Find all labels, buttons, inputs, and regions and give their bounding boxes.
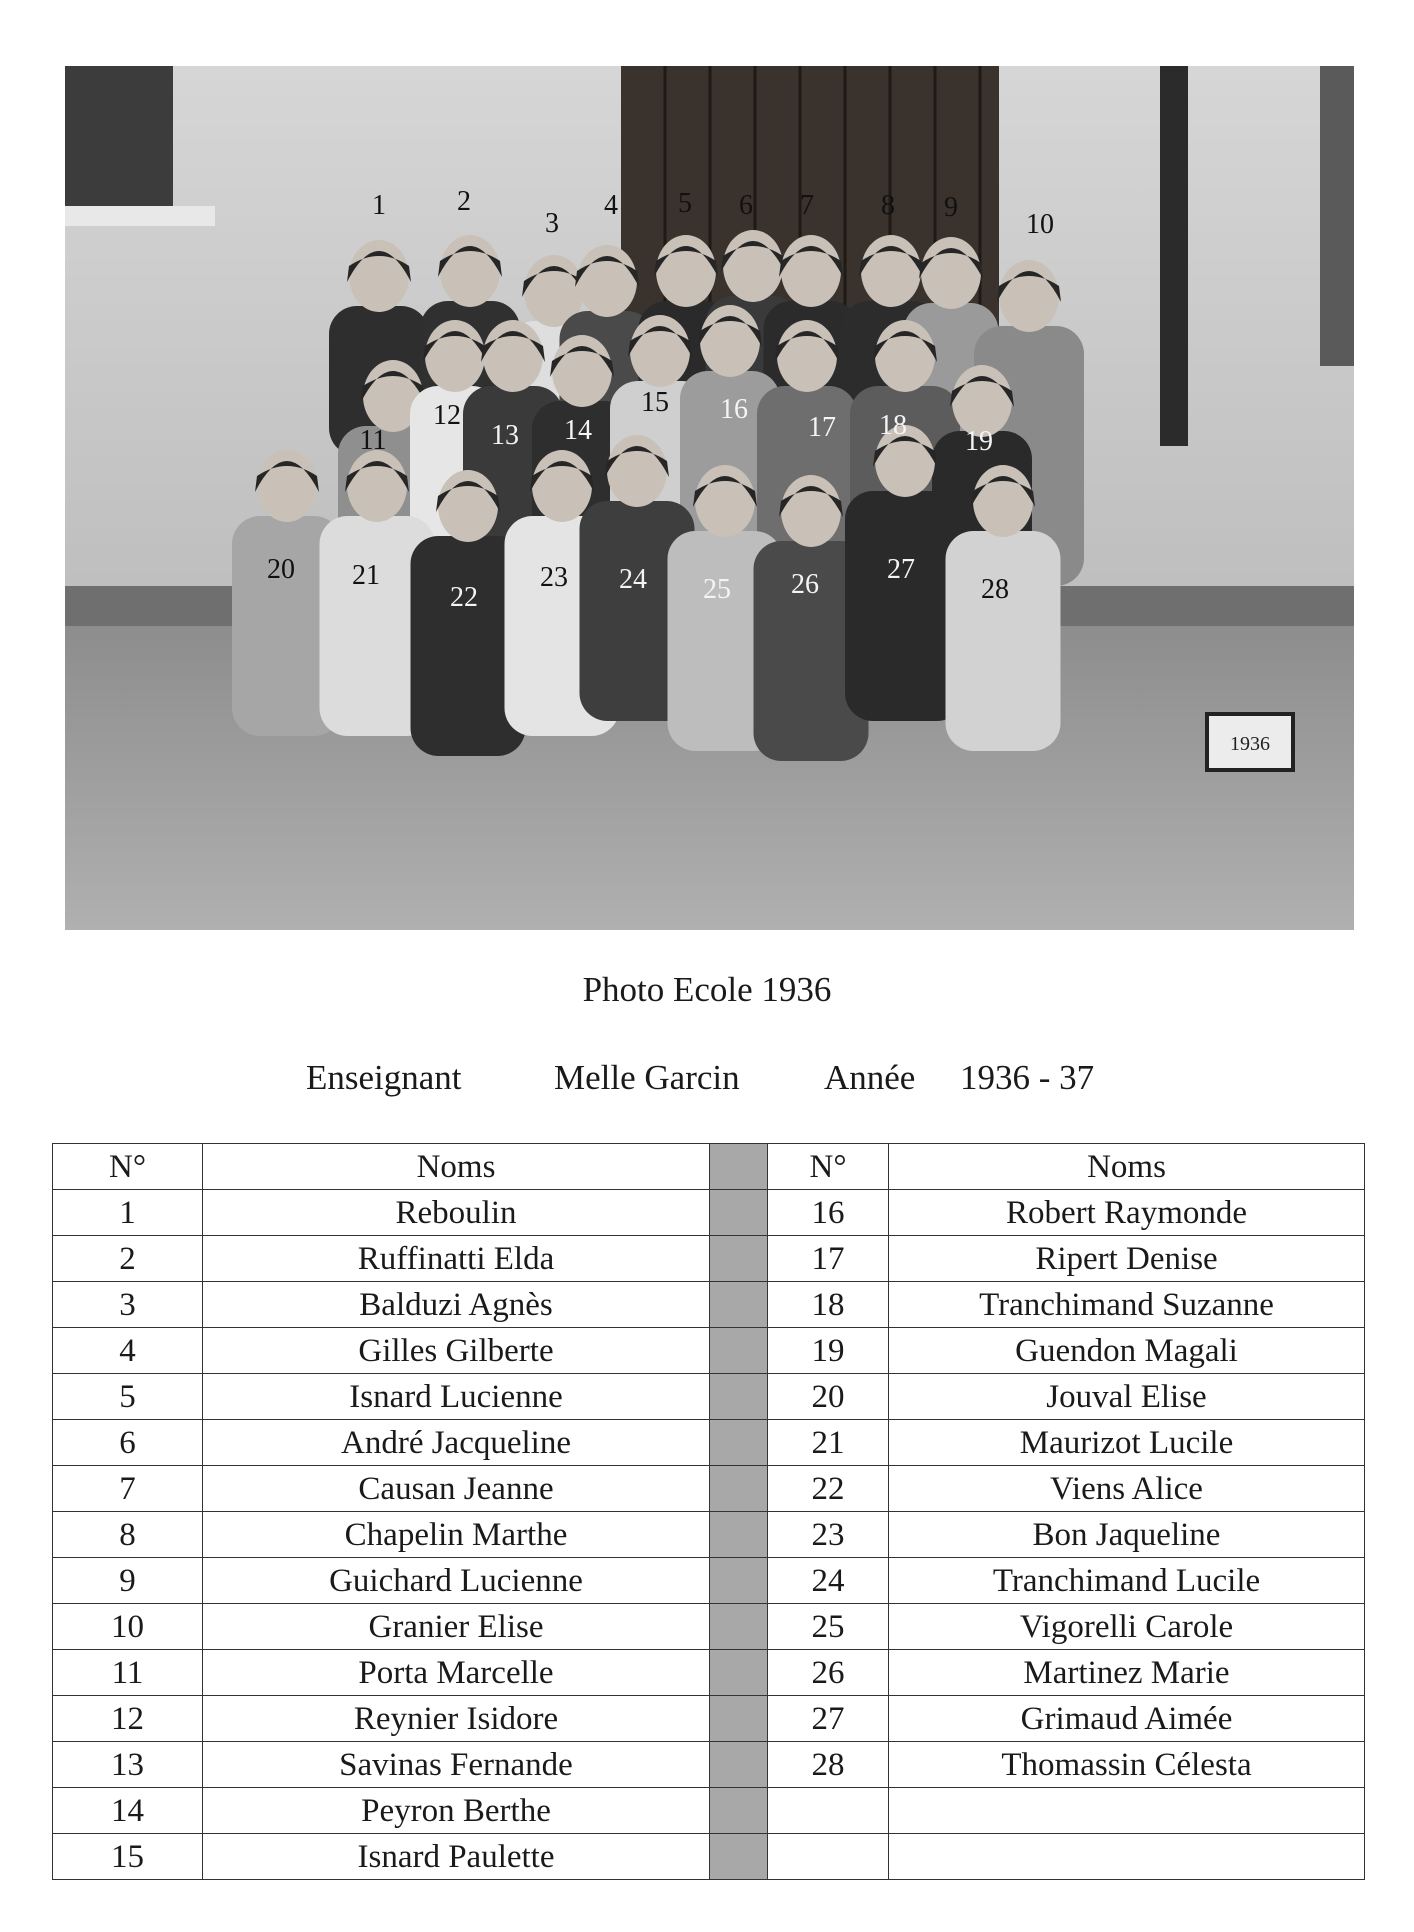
student-number: 14 [53,1788,203,1834]
student-name: Thomassin Célesta [889,1742,1365,1788]
student-number: 28 [768,1742,889,1788]
student-number: 23 [768,1512,889,1558]
student-number: 1 [53,1190,203,1236]
student-number [768,1788,889,1834]
student-name: Gilles Gilberte [203,1328,710,1374]
school-year: 1936 - 37 [960,1058,1095,1097]
student-name: Guendon Magali [889,1328,1365,1374]
photo-number-label: 2 [457,186,471,217]
photo-number-label: 28 [981,574,1009,605]
photo-number-label: 25 [703,574,731,605]
class-photo-image [65,66,1354,930]
student-name: Martinez Marie [889,1650,1365,1696]
student-roster-table [52,1143,1365,1880]
photo-number-label: 26 [791,569,819,600]
student-number: 7 [53,1466,203,1512]
table-divider [710,1144,768,1190]
student-name: Ripert Denise [889,1236,1365,1282]
student-number: 22 [768,1466,889,1512]
table-row [53,1742,1365,1788]
photo-number-label: 22 [450,582,478,613]
student-number: 27 [768,1696,889,1742]
student-number: 8 [53,1512,203,1558]
photo-number-label: 14 [564,415,592,446]
table-row [53,1604,1365,1650]
student-number: 17 [768,1236,889,1282]
student-name [889,1834,1365,1880]
student-name: Bon Jaqueline [889,1512,1365,1558]
photo-number-label: 24 [619,564,647,595]
table-row [53,1834,1365,1880]
student-number: 12 [53,1696,203,1742]
header-num-left: N° [53,1144,203,1190]
photo-number-label: 12 [433,400,461,431]
table-row [53,1558,1365,1604]
student-number: 4 [53,1328,203,1374]
student-name: Peyron Berthe [203,1788,710,1834]
table-row [53,1696,1365,1742]
student-number: 19 [768,1328,889,1374]
student-name: Porta Marcelle [203,1650,710,1696]
student-number: 11 [53,1650,203,1696]
table-header-row [53,1144,1365,1190]
student-name: Chapelin Marthe [203,1512,710,1558]
teacher-label: Enseignant [306,1058,462,1097]
student-name: Causan Jeanne [203,1466,710,1512]
table-divider [710,1604,768,1650]
photo-number-label: 6 [739,190,753,221]
student-number: 15 [53,1834,203,1880]
photo-number-label: 8 [881,190,895,221]
table-divider [710,1282,768,1328]
student-number: 21 [768,1420,889,1466]
date-slate [1207,714,1293,770]
student-name: Viens Alice [889,1466,1365,1512]
photo-number-label: 16 [720,394,748,425]
table-row [53,1190,1365,1236]
student-number: 25 [768,1604,889,1650]
table-divider [710,1236,768,1282]
photo-number-label: 1 [372,190,386,221]
photo-number-label: 20 [267,554,295,585]
student-number: 9 [53,1558,203,1604]
student-number: 10 [53,1604,203,1650]
class-photo [65,66,1354,930]
table-row [53,1374,1365,1420]
photo-number-label: 19 [965,426,993,457]
student-number: 5 [53,1374,203,1420]
slate-text: 1936 [1230,733,1270,755]
photo-number-label: 11 [359,425,387,456]
student-name: Savinas Fernande [203,1742,710,1788]
photo-number-label: 13 [491,420,519,451]
photo-number-label: 23 [540,562,568,593]
photo-number-label: 7 [800,190,814,221]
photo-caption: Photo Ecole 1936 [582,970,832,1009]
table-divider [710,1788,768,1834]
student-number: 16 [768,1190,889,1236]
student-name: Ruffinatti Elda [203,1236,710,1282]
photo-number-label: 27 [887,554,915,585]
table-divider [710,1696,768,1742]
photo-number-label: 3 [545,208,559,239]
table-divider [710,1834,768,1880]
student-number: 6 [53,1420,203,1466]
student-name: Tranchimand Suzanne [889,1282,1365,1328]
table-row [53,1466,1365,1512]
table-divider [710,1742,768,1788]
student-name: Robert Raymonde [889,1190,1365,1236]
photo-number-label: 18 [879,410,907,441]
student-number: 3 [53,1282,203,1328]
student-name: Guichard Lucienne [203,1558,710,1604]
photo-number-label: 5 [678,188,692,219]
student-name: Isnard Paulette [203,1834,710,1880]
table-divider [710,1466,768,1512]
student-name: Balduzi Agnès [203,1282,710,1328]
table-row [53,1788,1365,1834]
year-label: Année [824,1058,916,1097]
student-name: Isnard Lucienne [203,1374,710,1420]
student-name: Tranchimand Lucile [889,1558,1365,1604]
table-row [53,1328,1365,1374]
student-number [768,1834,889,1880]
student-name: Grimaud Aimée [889,1696,1365,1742]
table-row [53,1236,1365,1282]
table-divider [710,1420,768,1466]
student-number: 24 [768,1558,889,1604]
photo-number-label: 9 [944,192,958,223]
table-divider [710,1558,768,1604]
student-name: Granier Elise [203,1604,710,1650]
student-number: 18 [768,1282,889,1328]
student-name: Maurizot Lucile [889,1420,1365,1466]
table-divider [710,1512,768,1558]
teacher-name: Melle Garcin [554,1058,740,1097]
student-number: 26 [768,1650,889,1696]
table-row [53,1282,1365,1328]
table-row [53,1420,1365,1466]
student-number: 13 [53,1742,203,1788]
header-names-right: Noms [889,1144,1365,1190]
photo-number-label: 17 [808,412,836,443]
header-num-right: N° [768,1144,889,1190]
student-name [889,1788,1365,1834]
student-name: Reboulin [203,1190,710,1236]
student-name: Vigorelli Carole [889,1604,1365,1650]
table-divider [710,1650,768,1696]
table-divider [710,1328,768,1374]
table-divider [710,1190,768,1236]
student-number: 2 [53,1236,203,1282]
table-row [53,1512,1365,1558]
student-name: André Jacqueline [203,1420,710,1466]
table-row [53,1650,1365,1696]
photo-number-label: 21 [352,560,380,591]
photo-number-label: 15 [641,387,669,418]
photo-number-label: 10 [1026,209,1054,240]
table-divider [710,1374,768,1420]
student-name: Jouval Elise [889,1374,1365,1420]
header-names-left: Noms [203,1144,710,1190]
student-name: Reynier Isidore [203,1696,710,1742]
student-number: 20 [768,1374,889,1420]
photo-number-label: 4 [604,190,618,221]
